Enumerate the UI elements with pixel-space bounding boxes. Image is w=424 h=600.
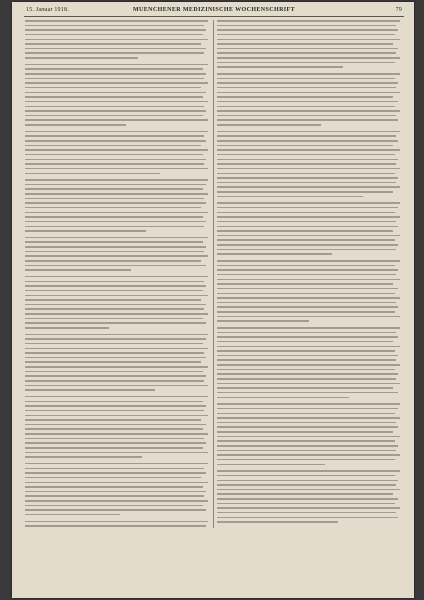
text-line	[217, 279, 400, 281]
text-line	[217, 115, 396, 117]
text-line	[25, 68, 203, 70]
text-line	[217, 350, 395, 352]
text-column-left	[25, 20, 208, 528]
text-line	[25, 276, 208, 278]
text-line	[217, 341, 393, 343]
text-line	[25, 505, 203, 507]
text-line	[25, 198, 204, 200]
text-line	[25, 221, 206, 223]
text-line	[25, 334, 208, 336]
text-line	[25, 159, 206, 161]
text-line	[217, 517, 398, 519]
text-line	[217, 154, 395, 156]
text-line	[217, 387, 393, 389]
text-line	[217, 403, 400, 405]
text-line	[25, 230, 146, 232]
text-line	[25, 313, 208, 315]
text-line	[25, 338, 206, 340]
text-line	[217, 52, 396, 54]
text-line	[217, 302, 396, 304]
text-line	[217, 359, 396, 361]
text-line	[25, 281, 204, 283]
text-line	[217, 186, 400, 188]
text-line	[217, 459, 395, 461]
text-line	[25, 348, 208, 350]
text-line	[217, 346, 400, 348]
text-line	[217, 260, 400, 262]
text-line	[25, 96, 203, 98]
text-line	[25, 401, 203, 403]
text-line	[217, 464, 325, 466]
text-line	[217, 327, 400, 329]
text-line	[217, 422, 396, 424]
text-line	[217, 191, 393, 193]
journal-title: MUENCHENER MEDIZINISCHE WOCHENSCHRIFT	[132, 7, 296, 13]
text-line	[217, 168, 400, 170]
text-line	[25, 304, 206, 306]
text-line	[25, 202, 206, 204]
text-line	[25, 343, 203, 345]
text-line	[217, 145, 393, 147]
text-line	[25, 140, 206, 142]
issue-date: 15. Januar 1918.	[26, 7, 69, 13]
text-line	[217, 426, 398, 428]
text-line	[217, 177, 398, 179]
text-column-right	[217, 20, 400, 528]
text-line	[217, 66, 343, 68]
text-line	[217, 221, 396, 223]
text-line	[25, 447, 203, 449]
text-line	[25, 438, 204, 440]
text-line	[217, 364, 400, 366]
text-line	[217, 507, 400, 509]
text-line	[217, 244, 398, 246]
text-line	[25, 352, 204, 354]
text-line	[25, 285, 206, 287]
text-line	[25, 145, 201, 147]
text-line	[217, 78, 395, 80]
text-line	[25, 226, 204, 228]
journal-page	[12, 2, 414, 598]
text-line	[217, 269, 398, 271]
text-line	[217, 475, 395, 477]
text-line	[25, 396, 208, 398]
text-line	[25, 110, 206, 112]
text-line	[25, 212, 208, 214]
text-line	[25, 472, 206, 474]
text-line	[25, 106, 204, 108]
text-line	[217, 149, 400, 151]
text-line	[25, 20, 208, 22]
text-line	[217, 311, 395, 313]
text-line	[25, 92, 206, 94]
text-line	[217, 62, 395, 64]
text-line	[25, 29, 206, 31]
text-line	[217, 202, 400, 204]
text-line	[217, 159, 398, 161]
text-line	[217, 196, 363, 198]
text-line	[217, 316, 400, 318]
text-line	[25, 124, 126, 126]
text-line	[217, 293, 395, 295]
column-divider	[213, 20, 214, 528]
text-line	[25, 25, 204, 27]
text-line	[217, 373, 398, 375]
text-line	[217, 249, 396, 251]
text-line	[25, 405, 206, 407]
text-line	[217, 96, 393, 98]
text-line	[217, 182, 396, 184]
text-line	[217, 306, 398, 308]
text-line	[25, 299, 201, 301]
text-line	[25, 43, 201, 45]
text-line	[217, 320, 309, 322]
text-line	[25, 452, 208, 454]
text-line	[25, 290, 203, 292]
text-line	[217, 297, 400, 299]
text-line	[25, 115, 203, 117]
page-number: 79	[395, 7, 402, 13]
text-line	[25, 463, 208, 465]
text-line	[25, 295, 208, 297]
text-line	[217, 20, 400, 22]
text-line	[217, 392, 398, 394]
text-line	[217, 140, 398, 142]
text-line	[25, 385, 208, 387]
text-line	[25, 39, 208, 41]
text-line	[25, 419, 201, 421]
text-line	[25, 188, 203, 190]
text-line	[25, 64, 208, 66]
text-line	[25, 468, 204, 470]
text-line	[217, 25, 396, 27]
text-line	[217, 43, 393, 45]
text-line	[217, 124, 321, 126]
text-line	[217, 131, 400, 133]
text-line	[25, 318, 203, 320]
text-line	[217, 212, 395, 214]
text-line	[217, 29, 398, 31]
text-line	[217, 445, 398, 447]
text-line	[217, 336, 398, 338]
text-line	[25, 410, 204, 412]
text-line	[217, 417, 400, 419]
header-rule	[24, 16, 404, 17]
text-line	[217, 173, 395, 175]
text-line	[25, 371, 203, 373]
text-line	[217, 274, 396, 276]
text-line	[25, 87, 201, 89]
text-line	[25, 482, 208, 484]
text-line	[217, 489, 400, 491]
text-line	[217, 207, 398, 209]
text-line	[217, 92, 400, 94]
text-line	[217, 34, 395, 36]
text-line	[217, 355, 398, 357]
text-line	[25, 415, 208, 417]
text-line	[25, 265, 206, 267]
text-line	[217, 436, 400, 438]
text-line	[25, 327, 109, 329]
text-line	[217, 332, 396, 334]
text-line	[25, 73, 206, 75]
text-line	[217, 226, 398, 228]
text-line	[217, 480, 398, 482]
text-line	[217, 265, 395, 267]
text-line	[217, 39, 400, 41]
text-line	[25, 193, 208, 195]
text-line	[25, 207, 201, 209]
text-line	[25, 82, 208, 84]
text-line	[25, 491, 206, 493]
text-line	[25, 131, 208, 133]
text-line	[217, 48, 398, 50]
text-line	[25, 57, 138, 59]
page-header	[26, 7, 402, 19]
text-line	[217, 230, 393, 232]
text-line	[25, 260, 201, 262]
text-line	[217, 235, 400, 237]
text-line	[25, 375, 206, 377]
text-line	[217, 253, 332, 255]
text-line	[25, 424, 206, 426]
text-line	[217, 378, 396, 380]
text-line	[217, 57, 400, 59]
text-line	[25, 486, 203, 488]
text-line	[25, 380, 204, 382]
text-line	[217, 106, 395, 108]
text-line	[25, 34, 203, 36]
text-line	[217, 431, 393, 433]
text-line	[217, 484, 396, 486]
text-line	[217, 454, 400, 456]
text-line	[217, 239, 395, 241]
text-line	[217, 470, 400, 472]
text-line	[217, 408, 398, 410]
text-line	[25, 184, 206, 186]
text-line	[217, 163, 396, 165]
text-line	[25, 255, 208, 257]
text-line	[25, 78, 204, 80]
text-line	[217, 512, 396, 514]
text-line	[25, 495, 204, 497]
text-line	[217, 503, 395, 505]
text-line	[25, 149, 208, 151]
text-line	[25, 241, 203, 243]
text-line	[25, 216, 203, 218]
text-line	[217, 283, 393, 285]
text-line	[25, 433, 208, 435]
text-line	[25, 135, 204, 137]
text-line	[25, 442, 206, 444]
text-line	[25, 366, 208, 368]
text-line	[217, 87, 396, 89]
text-line	[217, 288, 398, 290]
text-line	[217, 135, 396, 137]
text-line	[25, 48, 206, 50]
text-line	[25, 428, 203, 430]
text-line	[217, 216, 400, 218]
text-line	[217, 383, 400, 385]
text-line	[25, 525, 206, 527]
text-line	[217, 397, 349, 399]
text-line	[217, 521, 338, 523]
text-line	[25, 168, 208, 170]
text-line	[217, 119, 398, 121]
text-line	[25, 521, 208, 523]
text-line	[25, 308, 204, 310]
text-line	[25, 477, 201, 479]
text-line	[217, 369, 395, 371]
text-line	[217, 73, 400, 75]
text-line	[25, 389, 155, 391]
text-line	[25, 101, 208, 103]
text-line	[25, 163, 204, 165]
text-line	[25, 52, 204, 54]
text-line	[217, 82, 398, 84]
text-line	[217, 498, 398, 500]
text-line	[25, 154, 203, 156]
text-line	[25, 173, 160, 175]
text-line	[25, 361, 201, 363]
text-line	[25, 357, 206, 359]
text-line	[217, 101, 398, 103]
text-line	[25, 500, 208, 502]
text-line	[217, 450, 396, 452]
text-line	[217, 110, 400, 112]
text-line	[217, 413, 395, 415]
text-line	[25, 119, 208, 121]
text-line	[25, 322, 206, 324]
text-line	[25, 509, 206, 511]
text-line	[25, 179, 208, 181]
text-line	[25, 456, 142, 458]
text-line	[25, 269, 131, 271]
text-line	[25, 251, 204, 253]
text-line	[25, 514, 120, 516]
text-line	[25, 246, 206, 248]
text-line	[25, 237, 208, 239]
text-line	[217, 440, 395, 442]
text-line	[217, 493, 393, 495]
